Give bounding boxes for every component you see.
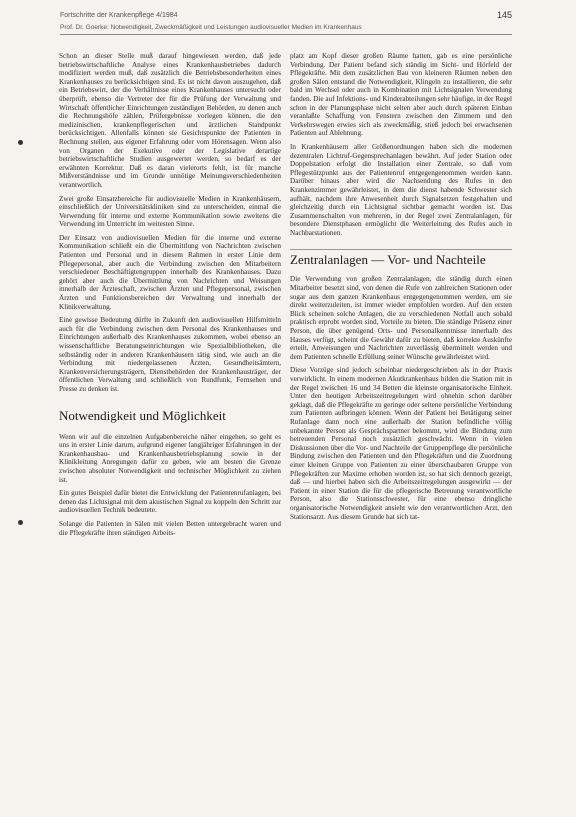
running-header	[60, 12, 512, 23]
journal-name: Fortschritte der Krankenpflege 4/1984	[60, 12, 178, 19]
paragraph: platz am Kopf dieser großen Räume hatten, gab es eine persönliche Verbindung. Der Patient befand sich ständig im Sicht- und Hörfeld der Pflegekräfte. Mit dem zusätzlichen Bau von kleineren Räumen neben den großen Sälen entstand die Notwendigkeit, Klingeln zu installieren, die sehr bald im Wechsel oder auch in Kombination mit Lichtsignalen Verwendung fanden. Die auf Infektions- und Kinderabteilungen sehr häufige, in der Regel schon in der Planungsphase nicht selten aber auch durch späteren Einbau veranlaßte Schaffung von Fenstern zwischen den Zimmern und den Verkehrswegen erwies sich als zweckmäßig, stieß jedoch bei erwachsenen Patienten auf Ablehnung.	[290, 52, 512, 138]
paragraph: Ein gutes Beispiel dafür bietet die Entwicklung der Patientenrufanlagen, bei denen das Lichtsignal mit dem akustischen Signal zu koppeln den Schritt zur audiovisuellen Technik bedeutete.	[59, 489, 281, 515]
section-heading: Notwendigkeit und Möglichkeit	[59, 407, 226, 423]
paragraph: Eine gewisse Bedeutung dürfte in Zukunft den audiovisuellen Hilfsmitteln auch für die Verbindung zwischen dem Personal des Krankenhauses und Einrichtungen außerhalb des Krankenhauses zukommen, wobei ebenso an wissenschaftliche Beratungseinrichtungen wie Spezialbibliotheken, die selbständig oder in anderen Krankenhäusern tätig sind, wie auch an die Verbindung mit niedergelassenen Ärzten, Gesundheitsämtern, Krankenversicherungsträgern, Dienstbehörden der Krankenhausträger, der öffentlichen Verwaltung und schließlich von Rundfunk, Fernsehen und Presse zu denken ist.	[59, 316, 281, 393]
paragraph: Schon an dieser Stelle muß darauf hingewiesen werden, daß jede betriebswirtschaftliche Analyse eines Krankenhausbetriebes dadurch modifiziert werden muß, daß zusätzlich die Betriebsbesonderheiten eines Krankenhauses zu berücksichtigen sind. Es ist nicht davon auszugehen, daß ein Betriebswirt, der die Verhältnisse eines Krankenhauses untersucht oder überprüft, ebenso die Vertreter der für die Prüfung der Verwaltung und Wirtschaft öffentlicher Einrichtungen zuständigen Behörden, zu denen auch die Rechnungshöfe zählen, Prüfergebnisse vorlegen können, die den medizinischen, krankenpflegerischen und ärztlichen Standpunkt berücksichtigen. Allenfalls können sie Gesichtspunkte der Patienten in Rechnung stellen, aus eigener Erfahrung oder vom Hörensagen. Wenn also von Organen der Exekutive oder der Legislative derartige betriebswirtschaftliche Studien ausgewertet werden, so bedarf es der erwähnten Korrektur. Daß es daran vielerorts fehlt, ist für manche Mißverständnisse und im Grunde unnötige Meinungsverschiedenheiten verantwortlich.	[59, 52, 281, 189]
paragraph: Die Verwendung von großen Zentralanlagen, die ständig durch einen Mitarbeiter besetzt sind, von denen die Rufe von zahlreichen Stationen oder sogar aus dem ganzen Krankenhaus entgegengenommen werden, um sie direkt weiterzuleiten, ist immer wieder empfohlen worden. Auf den ersten Blick scheinen solche Anlagen, die zu verschiedenen Notfall auch sobald praktisch erprobt worden sind, Vorteile zu bieten. Die ständige Präsenz einer Person, die über genügend Orts- und Personalkenntnisse innerhalb des Hauses verfügt, scheint die Gewähr dafür zu bieten, daß korrekte Auskünfte erteilt, Anweisungen und Nachrichten zuverlässig übermittelt werden und dem Patienten schnelle Erfüllung seiner Wünsche gewährleistet wird.	[290, 275, 512, 361]
paragraph: Solange die Patienten in Sälen mit vielen Betten untergebracht waren und die Pflegekräfte ihren ständigen Arbeits-	[59, 519, 281, 537]
section-heading: Zentralanlagen — Vor- und Nachteile	[290, 249, 512, 267]
hole-punch-mark	[18, 520, 23, 525]
paragraph: Wenn wir auf die einzelnen Aufgabenbereiche näher eingehen, so geht es uns in erster Linie darum, aufgrund eigener langjähriger Erfahrungen in der Krankenhausbau- und Krankenhausbetriebsplanung sowie in der Klinikleitung Anregungen dafür zu geben, wie am besten die Grenze zwischen absoluter Notwendigkeit und technischer Möglichkeit zu ziehen ist.	[59, 432, 281, 484]
paragraph: In Krankenhäusern aller Größenordnungen haben sich die modernen dezentralen Lichtruf-Gegensprechanlagen bewährt. Auf jeder Station oder Doppelstation erfolgt die Installation einer Zentrale, so daß vom Pflegestützpunkt aus der Patientenruf entgegengenommen werden kann. Darüber hinaus aber wird die Nachsendung des Rufes in den Krankenzimmer gewährleistet, in dem die dienst habende Schwester sich aufhält, nachdem ihre Anwesenheit durch Signalsetzen festgehalten und gleichzeitig durch ein Lichtsignal sichtbar gemacht worden ist. Das Zusammenschalten von mehreren, in der Regel zwei Zentralanlagen, für besondere Dienstphasen ermöglicht die Weiterleitung des Rufes auch in Nachbarstationen.	[290, 142, 512, 237]
paragraph: Diese Vorzüge sind jedoch scheinbar niedergeschrieben als in der Praxis verwirklicht. In einem modernen Akutkrankenhaus bilden die Station mit in der Regel zwischen 16 und 34 Betten die kleinste organisatorische Einheit. Unter den heutigen Arbeitszeitregelungen wird ohnehin schon darüber geklagt, daß die Pflegekräfte zu geringe oder seltene persönliche Verbindung zum Patienten aufbringen können. Wenn der Patient bei Betätigung seiner Rufanlage dann noch eine außerhalb der Station befindliche völlig unbekannte Person als Gesprächspartner bekommt, wird die Bindung zum betreuenden Personal noch zusätzlich geschwächt. Wenn in vielen Diskussionen über die Vor- und Nachteile der Gruppenpflege die persönliche Bindung zwischen den Patienten und den Pflegekräften und die Zuordnung einer kleinen Gruppe von Patienten zu einer überschaubaren Gruppe von Pflegekräften zur Maxime erhoben worden ist, so hat sich dennoch gezeigt, daß — und hierbei haben sich die Arbeitszeitregelungen ausgewirkt — der Patient in einer Station die für die pflegerische Betreuung verantwortliche Person, also die Stationsschwester, für eine ebenso dringliche organisatorische Notwendigkeit ansieht wie den verantwortlichen Arzt, den Stationsarzt. Aus diesem Grunde hat sich tat-	[290, 366, 512, 521]
paragraph: Zwei große Einsatzbereiche für audiovisuelle Medien in Krankenhäusern, einschließlich der Universitätskliniken sind zu unterscheiden, einmal die Verwendung für interne und externe Kommunikation sowie zweitens die Verwendung im Unterricht im weitesten Sinne.	[59, 194, 281, 229]
page-number: 145	[496, 10, 512, 20]
right-column	[290, 52, 512, 526]
left-column	[59, 52, 281, 542]
paragraph: Der Einsatz von audiovisuellen Medien für die interne und externe Kommunikation schließt ein die Übermittlung von Nachrichten zwischen Patienten und Personal und in diesem Rahmen in erster Linie dem Pflegepersonal, aber auch die Verbindung zwischen den Mitarbeitern verschiedener Beschäftigtengruppen innerhalb des Krankenhauses. Dazu gehört aber auch die Übermittlung von Nachrichten und Weisungen innerhalb der Ärzteschaft, zwischen Ärzten und Pflegepersonal, zwischen Ärzten und Funktionsbereichen der Verwaltung und innerhalb der Klinikverwaltung.	[59, 233, 281, 311]
hole-punch-mark	[18, 140, 23, 145]
article-subtitle: Prof. Dr. Goerke: Notwendigkeit, Zweckmäßigkeit und Leistungen audiovisueller Medien im Krankenhaus	[60, 24, 512, 35]
